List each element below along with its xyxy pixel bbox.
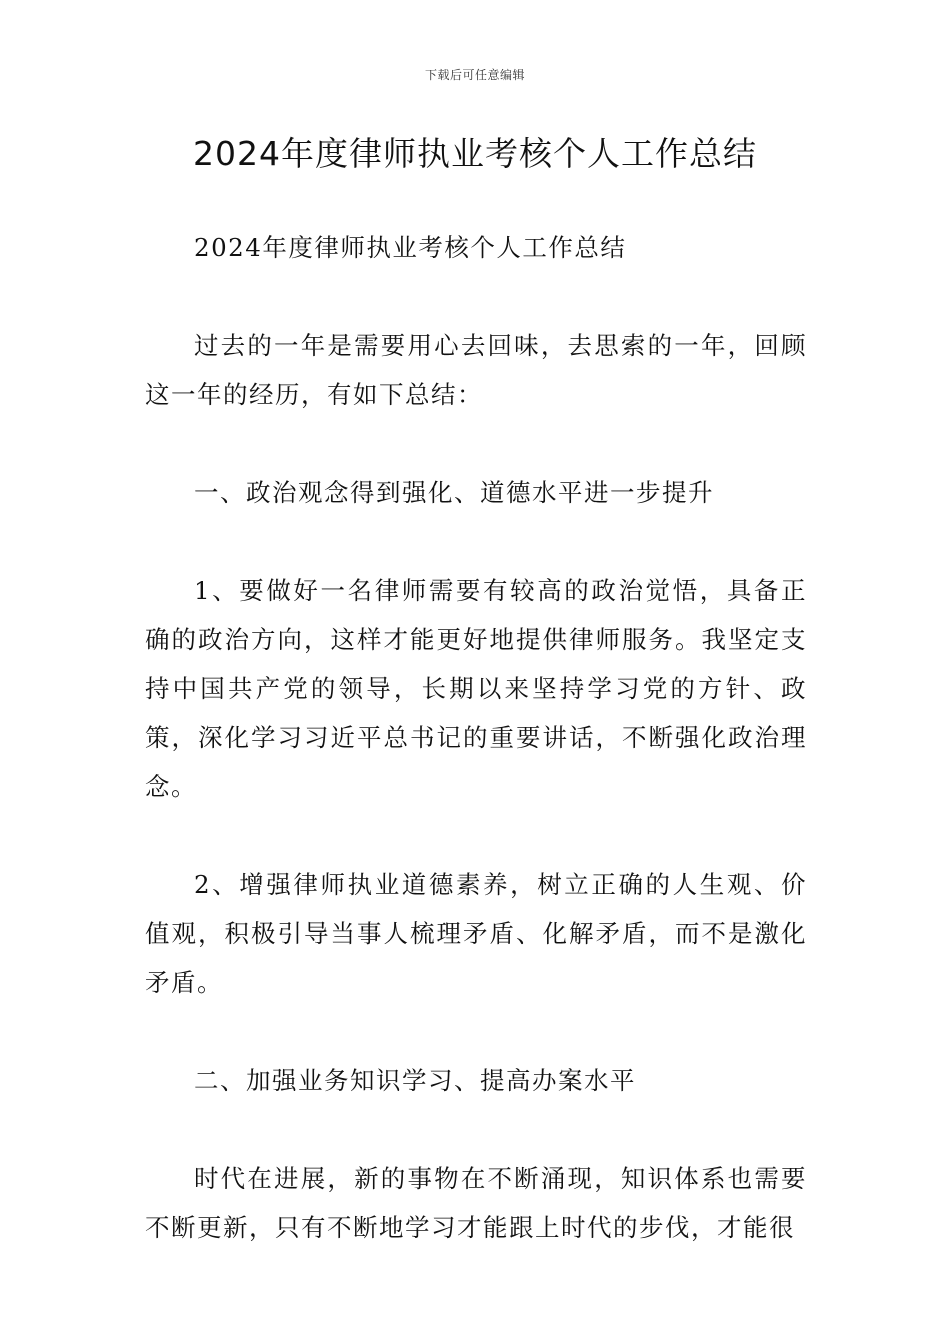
paragraph-spacer — [145, 272, 807, 321]
paragraph-body: 时代在进展，新的事物在不断涌现，知识体系也需要不断更新，只有不断地学习才能跟上时代的步伐，才能很 — [145, 1164, 807, 1242]
section-heading-2: 二、加强业务知识学习、提高办案水平 — [194, 1066, 636, 1095]
section-heading-1: 一、政治观念得到强化、道德水平进一步提升 — [194, 478, 714, 507]
paragraph-spacer — [145, 1007, 807, 1056]
paragraph-subtitle: 2024年度律师执业考核个人工作总结 — [194, 233, 627, 262]
document-title: 2024年度律师执业考核个人工作总结 — [193, 134, 757, 173]
paragraph-spacer — [145, 517, 807, 566]
paragraph-spacer — [145, 811, 807, 860]
document-body — [145, 223, 807, 1252]
header-note: 下载后可任意编辑 — [424, 68, 525, 82]
paragraph-spacer — [145, 419, 807, 468]
paragraph-spacer — [145, 1105, 807, 1154]
paragraph-item-1: 1、要做好一名律师需要有较高的政治觉悟，具备正确的政治方向，这样才能更好地提供律师服务。我坚定支持中国共产党的领导，长期以来坚持学习党的方针、政策，深化学习习近平总书记的重要讲话，不断强化政治理念。 — [145, 576, 807, 801]
paragraph-item-2: 2、增强律师执业道德素养，树立正确的人生观、价值观，积极引导当事人梳理矛盾、化解矛盾，而不是激化矛盾。 — [145, 870, 807, 997]
paragraph-intro: 过去的一年是需要用心去回味，去思索的一年，回顾这一年的经历，有如下总结： — [145, 331, 807, 409]
